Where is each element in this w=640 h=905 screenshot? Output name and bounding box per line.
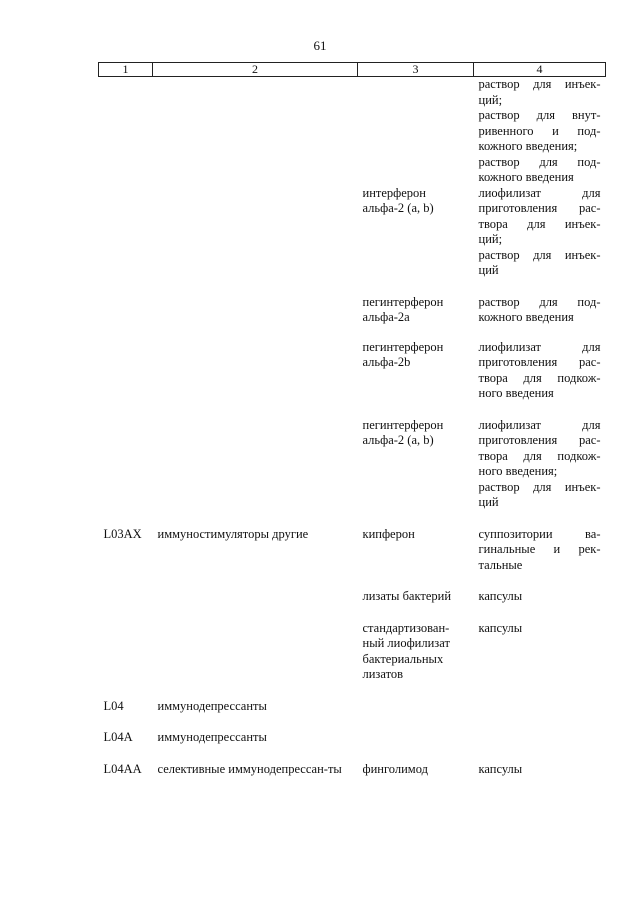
dosage-form-line: твора для подкож- bbox=[478, 448, 601, 463]
anatomical-group bbox=[153, 340, 358, 418]
dosage-form-line: ций; bbox=[478, 232, 503, 246]
dosage-form-line: ного введения bbox=[478, 386, 554, 400]
dosage-form-line: суппозитории ва- bbox=[478, 526, 601, 541]
anatomical-group: иммуностимуляторы другие bbox=[157, 526, 309, 541]
drug-name: лизаты бактерий bbox=[362, 589, 452, 603]
dosage-form-line: раствор для инъек- bbox=[478, 479, 601, 494]
dosage-form-line: кожного введения; bbox=[478, 139, 578, 153]
atc-code: L04AA bbox=[103, 761, 142, 776]
table-row bbox=[99, 77, 606, 186]
dosage-form-line: ного введения; bbox=[478, 464, 558, 478]
table-row bbox=[99, 589, 606, 621]
anatomical-group bbox=[153, 295, 358, 340]
header-col-1: 1 bbox=[99, 63, 153, 77]
table-row bbox=[99, 340, 606, 418]
table-header bbox=[99, 63, 606, 77]
dosage-form-line: раствор для под- bbox=[478, 154, 601, 169]
drug-name bbox=[358, 77, 474, 186]
dosage-form-line: лиофилизат для bbox=[478, 185, 601, 200]
dosage-form-line: гинальные и рек- bbox=[478, 542, 601, 556]
table-row bbox=[99, 527, 606, 590]
table-row bbox=[99, 730, 606, 762]
table-row bbox=[99, 418, 606, 527]
drug-name bbox=[358, 730, 474, 762]
drug-table bbox=[98, 62, 606, 793]
dosage-form-line: лиофилизат для bbox=[478, 339, 601, 354]
anatomical-group bbox=[153, 77, 358, 186]
header-col-3: 3 bbox=[358, 63, 474, 77]
drug-name: стандартизован-ный лиофилизат бактериальных лизатов bbox=[362, 620, 450, 681]
table-row bbox=[99, 186, 606, 295]
drug-name: кипферон bbox=[362, 526, 415, 541]
dosage-form-line: ций bbox=[478, 263, 499, 277]
atc-code bbox=[99, 295, 153, 340]
anatomical-group bbox=[153, 589, 358, 621]
table-row bbox=[99, 699, 606, 731]
dosage-forms bbox=[474, 621, 606, 699]
dosage-forms bbox=[474, 186, 606, 295]
dosage-form-line: тальные bbox=[478, 557, 523, 572]
dosage-form-line: лиофилизат для bbox=[478, 417, 601, 432]
dosage-form-line: ций; bbox=[478, 92, 503, 107]
dosage-form-line: ций bbox=[478, 495, 499, 509]
dosage-forms bbox=[474, 77, 606, 186]
dosage-form-line: кожного введения bbox=[478, 310, 574, 324]
atc-code: L04 bbox=[103, 698, 124, 713]
dosage-form-line: кожного введения bbox=[478, 170, 574, 184]
atc-code: L04A bbox=[103, 730, 133, 744]
drug-name: пегинтерферон альфа-2а bbox=[362, 294, 444, 324]
header-col-2: 2 bbox=[153, 63, 358, 77]
dosage-form-line: капсулы bbox=[478, 620, 523, 635]
dosage-forms bbox=[474, 589, 606, 621]
table-row bbox=[99, 762, 606, 794]
drug-name: интерферон альфа-2 (a, b) bbox=[362, 185, 434, 215]
dosage-form-line: раствор для под- bbox=[478, 294, 601, 309]
anatomical-group bbox=[153, 186, 358, 295]
dosage-form-line: твора для инъек- bbox=[478, 216, 601, 231]
atc-code: L03AX bbox=[103, 526, 142, 541]
dosage-form-line: капсулы bbox=[478, 589, 523, 603]
dosage-form-line: приготовления рас- bbox=[478, 201, 601, 215]
dosage-form-line: твора для подкож- bbox=[478, 370, 601, 385]
drug-name: финголимод bbox=[362, 761, 428, 776]
atc-code bbox=[99, 589, 153, 621]
dosage-form-line: ривенного и под- bbox=[478, 123, 601, 138]
anatomical-group bbox=[153, 621, 358, 699]
dosage-form-line: приготовления рас- bbox=[478, 355, 601, 369]
atc-code bbox=[99, 621, 153, 699]
table-row bbox=[99, 295, 606, 340]
dosage-forms bbox=[474, 295, 606, 340]
page-number: 61 bbox=[313, 38, 327, 53]
dosage-form-line: капсулы bbox=[478, 761, 523, 776]
dosage-forms bbox=[474, 418, 606, 527]
dosage-form-line: раствор для внут- bbox=[478, 108, 601, 122]
anatomical-group: иммунодепрессанты bbox=[157, 698, 267, 713]
dosage-forms bbox=[474, 762, 606, 794]
anatomical-group: иммунодепрессанты bbox=[157, 730, 267, 744]
table-row bbox=[99, 621, 606, 699]
dosage-forms bbox=[474, 340, 606, 418]
dosage-forms bbox=[474, 527, 606, 590]
drug-name bbox=[358, 699, 474, 731]
atc-code bbox=[99, 77, 153, 186]
atc-code bbox=[99, 418, 153, 527]
dosage-form-line: раствор для инъек- bbox=[478, 77, 601, 91]
dosage-form-line: приготовления рас- bbox=[478, 433, 601, 447]
header-col-4: 4 bbox=[474, 63, 606, 77]
anatomical-group bbox=[153, 418, 358, 527]
atc-code bbox=[99, 340, 153, 418]
atc-code bbox=[99, 186, 153, 295]
dosage-forms bbox=[474, 730, 606, 762]
dosage-form-line: раствор для инъек- bbox=[478, 247, 601, 262]
drug-name: пегинтерферон альфа-2b bbox=[362, 339, 444, 369]
dosage-forms bbox=[474, 699, 606, 731]
anatomical-group: селективные иммунодепрессан-ты bbox=[157, 761, 342, 776]
drug-name: пегинтерферон альфа-2 (a, b) bbox=[362, 417, 444, 447]
